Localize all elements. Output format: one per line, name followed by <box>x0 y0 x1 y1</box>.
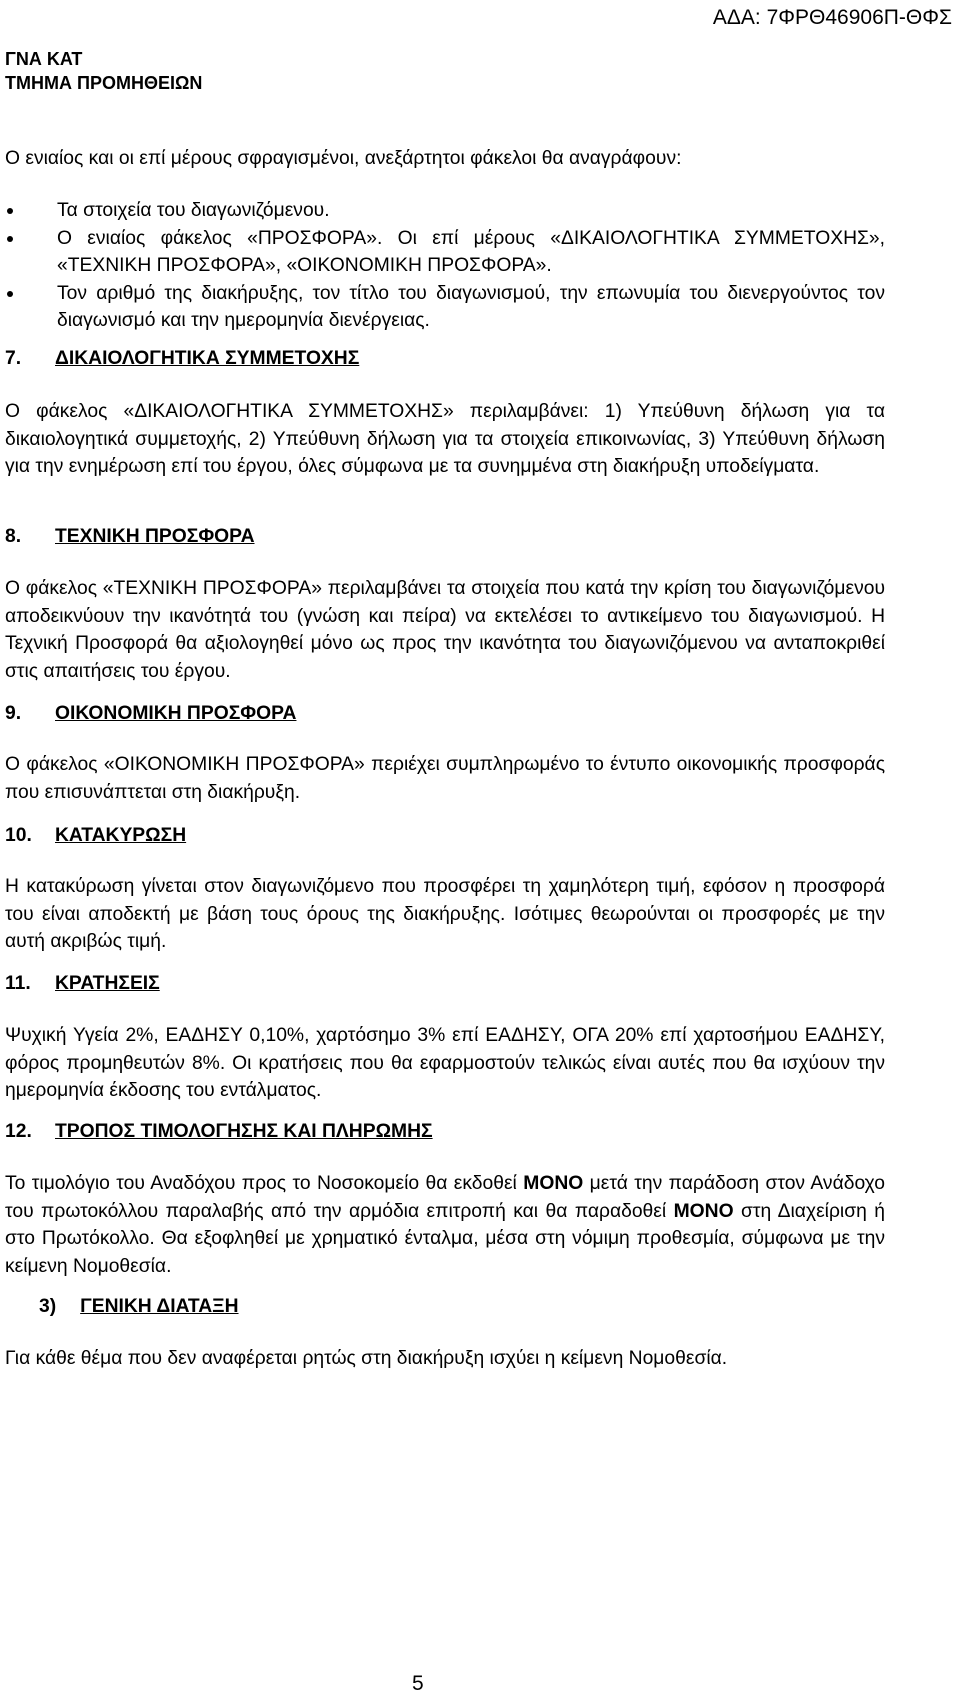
bullet-text: Τον αριθμό της διακήρυξης, τον τίτλο του διαγωνισμού, την επωνυμία του διενεργούντος τον διαγωνισμό και την ημερομηνία διενέργειας. <box>57 282 885 331</box>
page-number: 5 <box>412 1672 424 1695</box>
bullet-icon <box>7 208 13 214</box>
section-8-heading <box>5 523 255 550</box>
section-number: 12. <box>5 1121 32 1142</box>
section-title: ΤΡΟΠΟΣ ΤΙΜΟΛΟΓΗΣΗΣ ΚΑΙ ΠΛΗΡΩΜΗΣ <box>55 1121 433 1142</box>
section-7-text: Ο φάκελος «ΔΙΚΑΙΟΛΟΓΗΤΙΚΑ ΣΥΜΜΕΤΟΧΗΣ» περιλαμβάνει: 1) Υπεύθυνη δήλωση για τα δικαιολογητικά συμμετοχής, 2) Υπεύθυνη δήλωση για τα στοιχεία επικοινωνίας, 3) Υπεύθυνη δήλωση για την ενημέρωση επί του έργου, όλες σύμφωνα με τα συνημμένα στη διακήρυξη υποδείγματα. <box>5 401 885 477</box>
section-title: ΓΕΝΙΚΗ ΔΙΑΤΑΞΗ <box>80 1296 239 1317</box>
section-7-heading <box>5 345 359 372</box>
list-item <box>5 197 885 225</box>
general-provision-heading <box>5 1293 239 1320</box>
list-item <box>5 280 885 335</box>
section-number: 7. <box>5 348 22 369</box>
section-title: ΚΑΤΑΚΥΡΩΣΗ <box>55 825 187 846</box>
section-9-text: Ο φάκελος «ΟΙΚΟΝΟΜΙΚΗ ΠΡΟΣΦΟΡΑ» περιέχει συμπληρωμένο το έντυπο οικονομικής προσφοράς που επισυνάπτεται στη διακήρυξη. <box>5 754 885 803</box>
text-segment: στη Διαχείριση ή στο Πρωτόκολλο. Θα εξοφληθεί με χρηματικό ένταλμα, μέσα στη νόμιμη προθεσμία, σύμφωνα με την κείμενη Νομοθεσία. <box>5 1200 885 1277</box>
bullet-list <box>5 197 885 335</box>
section-11-heading <box>5 970 160 997</box>
header-line-2: ΤΜΗΜΑ ΠΡΟΜΗΘΕΙΩΝ <box>5 73 203 93</box>
bullet-icon <box>7 236 13 242</box>
section-number: 11. <box>5 973 31 994</box>
bullet-text: Τα στοιχεία του διαγωνιζόμενου. <box>57 200 330 221</box>
intro-paragraph: Ο ενιαίος και οι επί μέρους σφραγισμένοι, ανεξάρτητοι φάκελοι θα αναγράφουν: <box>5 148 682 169</box>
section-number: 9. <box>5 703 22 724</box>
emphasis: ΜΟΝΟ <box>523 1173 584 1194</box>
section-title: ΚΡΑΤΗΣΕΙΣ <box>55 973 160 994</box>
document-header <box>5 47 202 95</box>
section-title: ΟΙΚΟΝΟΜΙΚΗ ΠΡΟΣΦΟΡΑ <box>55 703 297 724</box>
section-title: ΔΙΚΑΙΟΛΟΓΗΤΙΚΑ ΣΥΜΜΕΤΟΧΗΣ <box>55 348 360 369</box>
section-number: 3) <box>39 1296 57 1317</box>
emphasis: ΜΟΝΟ <box>673 1200 734 1222</box>
text-segment: Το τιμολόγιο του Αναδόχου προς το Νοσοκομείο θα εκδοθεί <box>5 1173 524 1194</box>
list-item <box>5 225 885 280</box>
section-10-text: Η κατακύρωση γίνεται στον διαγωνιζόμενο που προσφέρει τη χαμηλότερη τιμή, εφόσον η προσφορά του είναι αποδεκτή με βάση τους όρους της διακήρυξης. Ισότιμες θεωρούνται οι προσφορές με την αυτή ακριβώς τιμή. <box>5 876 885 952</box>
ada-code: ΑΔΑ: 7ΦΡΘ46906Π-ΘΦΣ <box>712 6 952 29</box>
section-12-text <box>5 1170 885 1280</box>
bullet-icon <box>7 291 13 297</box>
section-8-text: Ο φάκελος «ΤΕΧΝΙΚΗ ΠΡΟΣΦΟΡΑ» περιλαμβάνει τα στοιχεία που κατά την κρίση του διαγωνιζόμενου αποδεικνύουν την ικανότητά του (γνώση και πείρα) να εκτελέσει το αντικείμενο του διαγωνισμού. Η Τεχνική Προσφορά θα αξιολογηθεί μόνο ως προς την ικανότητα του διαγωνιζόμενου να ανταποκριθεί στις απαιτήσεις του έργου. <box>5 578 885 682</box>
section-number: 10. <box>5 825 32 846</box>
general-provision-text: Για κάθε θέμα που δεν αναφέρεται ρητώς στη διακήρυξη ισχύει η κείμενη Νομοθεσία. <box>5 1348 728 1369</box>
section-number: 8. <box>5 526 22 547</box>
section-11-text: Ψυχική Υγεία 2%, ΕΑΔΗΣΥ 0,10%, χαρτόσημο 3% επί ΕΑΔΗΣΥ, ΟΓΑ 20% επί χαρτοσήμου ΕΑΔΗΣΥ, φόρος προμηθευτών 8%. Οι κρατήσεις που θα εφαρμοστούν τελικώς είναι αυτές που θα ισχύουν την ημερομηνία έκδοσης του εντάλματος. <box>5 1025 885 1101</box>
section-10-heading <box>5 822 186 849</box>
section-12-heading <box>5 1118 433 1145</box>
bullet-text: Ο ενιαίος φάκελος «ΠΡΟΣΦΟΡΑ». Οι επί μέρους «ΔΙΚΑΙΟΛΟΓΗΤΙΚΑ ΣΥΜΜΕΤΟΧΗΣ», «ΤΕΧΝΙΚΗ ΠΡΟΣΦΟΡΑ», «ΟΙΚΟΝΟΜΙΚΗ ΠΡΟΣΦΟΡΑ». <box>57 227 885 276</box>
header-line-1: ΓΝΑ ΚΑΤ <box>5 49 83 69</box>
section-9-heading <box>5 700 296 727</box>
text-segment: μετά την παράδοση στον Ανάδοχο του πρωτοκόλλου παραλαβής από την αρμόδια επιτροπή και θα παραδοθεί <box>5 1173 885 1222</box>
section-title: ΤΕΧΝΙΚΗ ΠΡΟΣΦΟΡΑ <box>55 526 255 547</box>
